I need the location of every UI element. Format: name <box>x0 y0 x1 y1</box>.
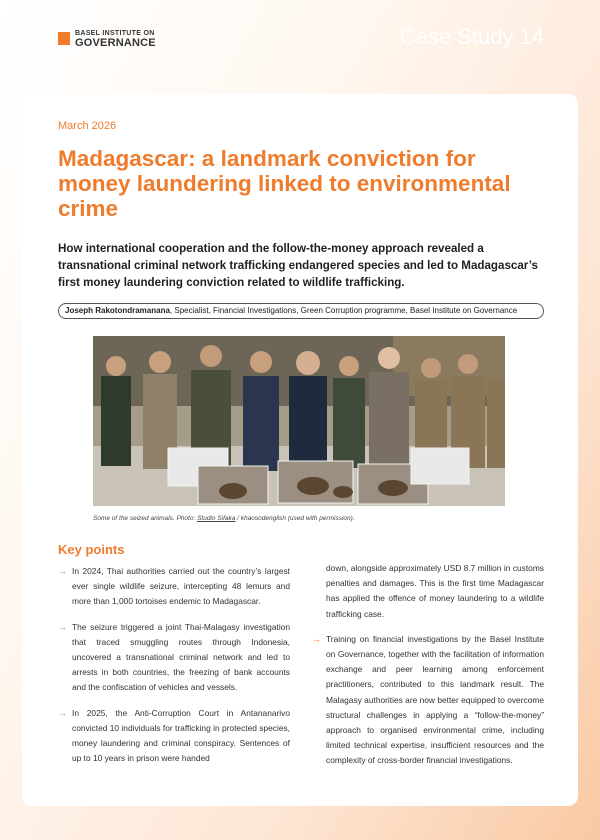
arrow-right-icon: → <box>312 633 321 644</box>
key-point-item: → In 2025, the Anti-Corruption Court in Antananarivo convicted 10 individuals for trafficking in protected species, money laundering and criminal conspiracy. Sentences of up to 10 years in prison were handed <box>58 707 290 764</box>
key-point-item: → Training on financial investigations by the Basel Institute on Governance, together with the facilitation of information exchange and peer learning among enforcement practitioners, contributed to this landmark result. The Malagasy authorities are now better equipped to overcome structural challenges in applying a “follow-the-money” approach to organised environmental crime, including limited technical expertise, insufficient resources and the complexity of cross-border financial investigations. <box>312 633 544 766</box>
logo-line-1: BASEL INSTITUTE ON <box>75 30 155 37</box>
key-point-continuation: down, alongside approximately USD 8.7 million in customs penalties and damages. This is the first time Madagascar has applied the offence of money laundering to a wildlife trafficking case. <box>326 563 544 619</box>
key-points-right-column <box>312 564 544 779</box>
page-header <box>0 0 600 92</box>
arrow-right-icon: → <box>58 566 67 576</box>
logo-mark-icon <box>58 32 70 45</box>
key-points-left-column <box>58 564 290 776</box>
key-points-heading: Key points <box>58 542 125 557</box>
content-card <box>22 94 578 806</box>
basel-institute-logo <box>58 30 156 49</box>
photo-caption: Some of the seized animals. Photo: Studio Sifaka / khaosodenglish (used with permission). <box>93 515 355 522</box>
publication-date: March 2026 <box>58 120 117 132</box>
arrow-right-icon: → <box>58 707 67 718</box>
logo-line-2: GOVERNANCE <box>75 37 156 49</box>
caption-link[interactable]: Studio Sifaka <box>197 515 236 522</box>
author-role: , Specialist, Financial Investigations, Green Corruption programme, Basel Institute on Governance <box>169 306 518 315</box>
key-point-item: → In 2024, Thai authorities carried out the country’s largest ever single wildlife seizure, intercepting 48 lemurs and more than 1,000 tortoises endemic to Madagascar. <box>58 566 290 607</box>
case-study-label: Case Study 14 <box>399 24 544 49</box>
page-subtitle: How international cooperation and the follow-the-money approach revealed a transnational criminal network trafficking endangered species and led to Madagascar’s first money laundering conviction related to wildlife trafficking. <box>58 242 538 289</box>
author-box <box>58 303 544 319</box>
page-title: Madagascar: a landmark conviction for money laundering linked to environmental crime <box>58 146 511 221</box>
key-point-item: → The seizure triggered a joint Thai-Malagasy investigation that traced smuggling routes through Indonesia, uncovered a transnational criminal network and led to arrests in both countries, the freezing of bank accounts and the confiscation of vehicles and vessels. <box>58 621 290 693</box>
author-name: Joseph Rakotondramanana <box>65 306 170 315</box>
seized-animals-photo <box>93 336 505 506</box>
arrow-right-icon: → <box>58 621 67 632</box>
